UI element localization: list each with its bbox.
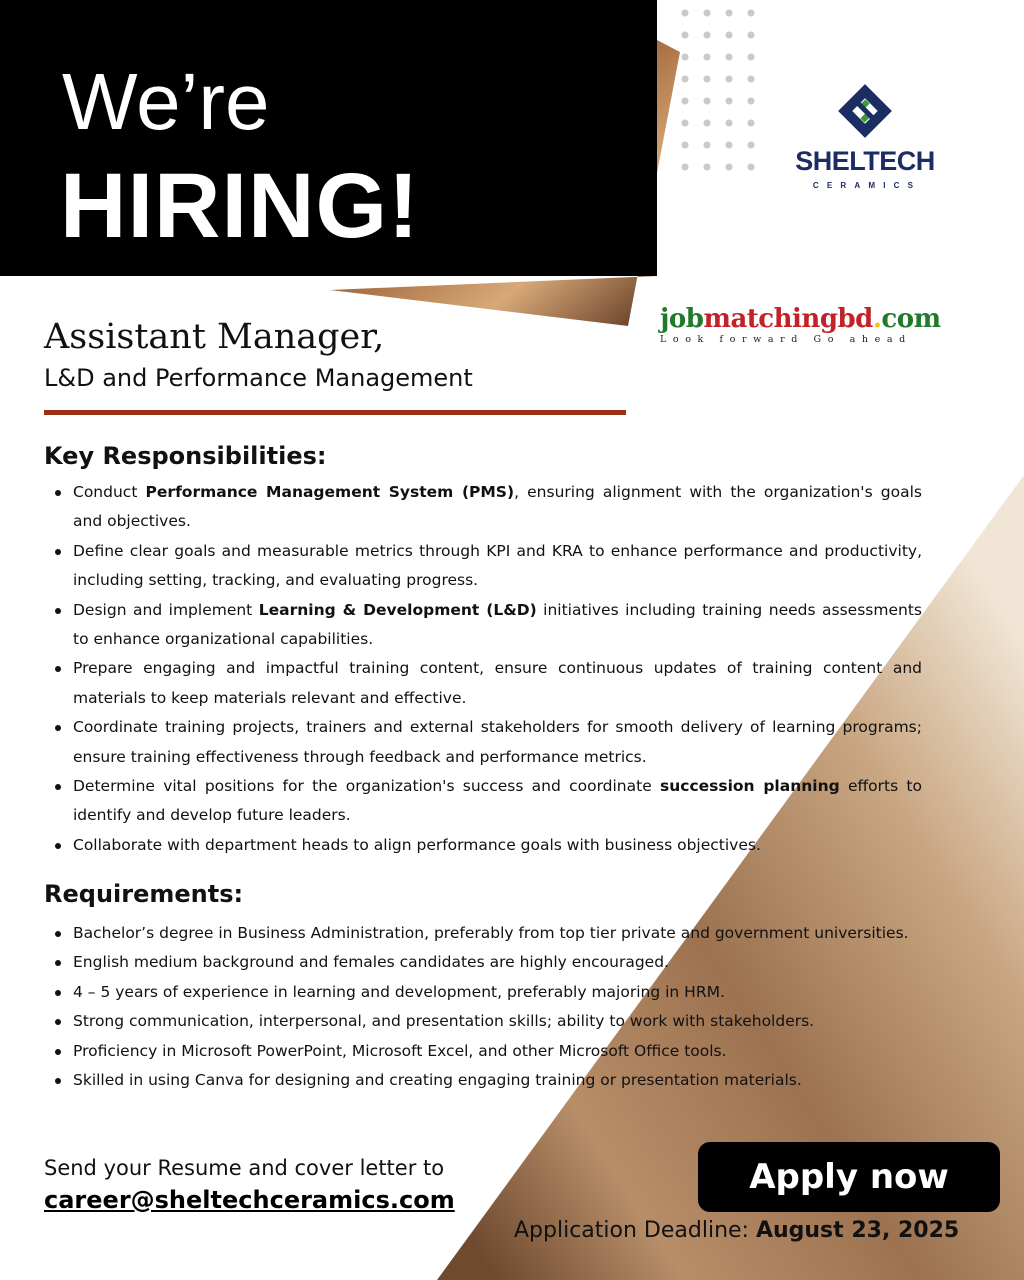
item-text: initiatives including training needs assessments to enhance organizational capabilities. [73, 600, 922, 649]
partner-logo-part: job [660, 304, 704, 334]
list-item [73, 478, 922, 537]
item-text: efforts to identify and develop future leaders. [73, 777, 922, 825]
list-item: English medium background and females candidates are highly encouraged. [73, 948, 922, 977]
item-text-bold: Learning & Development (L&D) [258, 600, 537, 619]
partner-logo-part: com [881, 304, 941, 334]
list-item [73, 772, 922, 831]
sheltech-diamond-logo-icon [832, 78, 898, 144]
hero-line-2: HIRING! [60, 155, 420, 257]
item-text-bold: Performance Management System (PMS) [145, 483, 515, 501]
partner-logo [660, 306, 1010, 345]
list-item [73, 831, 922, 860]
item-text: Coordinate training projects, trainers and external stakeholders for smooth delivery of learning programs; ensure training effectiveness through feedback and performance metrics. [73, 718, 922, 766]
list-item [73, 596, 922, 655]
list-item: Strong communication, interpersonal, and presentation skills; ability to work with stakeholders. [73, 1007, 922, 1036]
hero-line-1: We’re [62, 57, 270, 146]
apply-now-button[interactable]: Apply now [698, 1142, 1000, 1212]
partner-logo-tagline: Look forward Go ahead [660, 334, 912, 345]
hero-banner [0, 0, 657, 276]
responsibilities-list [44, 478, 922, 860]
list-item: Proficiency in Microsoft PowerPoint, Microsoft Excel, and other Microsoft Office tools. [73, 1037, 922, 1066]
deadline-label: Application Deadline: [514, 1218, 756, 1243]
title-divider [44, 410, 626, 415]
item-text: , ensuring alignment with the organization's goals and objectives. [73, 483, 922, 531]
contact-email-link[interactable]: career@sheltechceramics.com [44, 1186, 455, 1214]
partner-logo-part: matchingbd [703, 304, 873, 334]
application-deadline [514, 1218, 959, 1243]
list-item [73, 537, 922, 596]
logo-name: SHELTECH [795, 146, 935, 176]
item-text-bold: succession planning [660, 777, 840, 796]
job-title: Assistant Manager, [44, 317, 385, 357]
item-text: Collaborate with department heads to align performance goals with business objectives. [73, 835, 761, 854]
item-text: Conduct [73, 483, 146, 501]
logo-subtitle: CERAMICS [812, 181, 922, 190]
company-logo [790, 78, 940, 196]
item-text: Design and implement [73, 600, 259, 619]
list-item: 4 – 5 years of experience in learning and development, preferably majoring in HRM. [73, 978, 922, 1007]
list-item [73, 713, 922, 772]
requirements-heading: Requirements: [44, 880, 244, 908]
list-item: Skilled in using Canva for designing and creating engaging training or presentation materials. [73, 1066, 922, 1095]
item-text: Prepare engaging and impactful training content, ensure continuous updates of training content and materials to keep materials relevant and effective. [73, 659, 922, 707]
list-item: Bachelor’s degree in Business Administration, preferably from top tier private and government universities. [73, 919, 922, 948]
item-text: Determine vital positions for the organization's success and coordinate [73, 777, 660, 796]
requirements-list [44, 919, 922, 1095]
partner-logo-part: . [872, 304, 882, 334]
dot-pattern [670, 0, 760, 185]
job-subtitle: L&D and Performance Management [44, 364, 473, 392]
item-text: Define clear goals and measurable metrics through KPI and KRA to enhance performance and productivity, including setting, tracking, and evaluating progress. [73, 541, 922, 590]
contact-instruction: Send your Resume and cover letter to [44, 1156, 445, 1180]
list-item [73, 654, 922, 713]
responsibilities-heading: Key Responsibilities: [44, 442, 327, 470]
deadline-date: August 23, 2025 [755, 1218, 960, 1243]
